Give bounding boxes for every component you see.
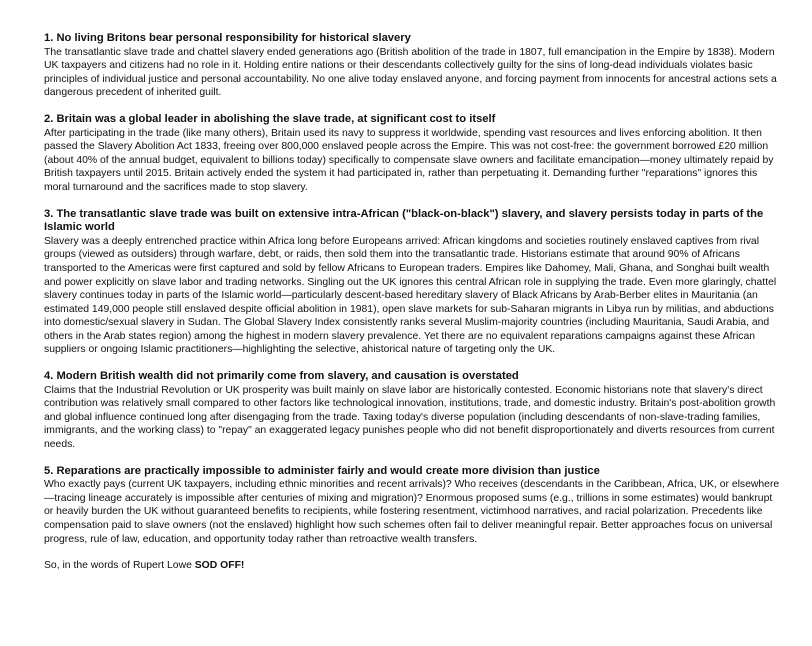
section-heading: 2. Britain was a global leader in abolishing the slave trade, at significant cost to itself <box>44 112 496 125</box>
section-5 <box>44 465 780 547</box>
closing-text: So, in the words of Rupert Lowe <box>44 560 195 572</box>
section-heading: 4. Modern British wealth did not primarily come from slavery, and causation is overstated <box>44 370 519 383</box>
section-body: The transatlantic slave trade and chattel slavery ended generations ago (British abolition of the trade in 1807, full emancipation in the Empire by 1838). Modern UK taxpayers and citizens had no role in it. Holding entire nations or their descendants collectively guilty for the sins of long-dead individuals violates basic principles of individual justice and personal accountability. No one alive today enslaved anyone, and forcing payment from innocents for ancestral actions sets a dangerous precedent of inherited guilt. <box>44 46 777 99</box>
section-body: Slavery was a deeply entrenched practice within Africa long before Europeans arrived: African kingdoms and societies routinely enslaved captives from rival groups (viewed as outsiders) through warfare, debt, or raids, then sold them into the transatlantic trade. Historians estimate that around 90% of Africans transported to the Americas were first captured and sold by fellow Africans to European traders. Empires like Dahomey, Mali, Ghana, and Songhai built wealth and power explicitly on slave labor and trading networks. Singling out the UK ignores this central African role in supplying the trade. Even more glaringly, chattel slavery continues today in parts of the Islamic world—particularly descent-based hereditary slavery of Black Africans by Arab-Berber elites in Mauritania (an estimated 149,000 people still enslaved despite official abolition in 1981), open slave markets for sub-Saharan migrants in Libya run by militias, and abductions into domestic/sexual slavery in Sudan. The Global Slavery Index consistently ranks several Muslim-majority countries (including Mauritania, Saudi Arabia, and others in the Arab states region) among the highest in modern slavery prevalence. Yet there are no equivalent reparations campaigns against these African suppliers or ongoing Islamic practitioners—highlighting the selective, ahistorical nature of targeting only the UK. <box>44 235 777 356</box>
section-heading: 3. The transatlantic slave trade was built on extensive intra-African ("black-on-black") slavery, and slavery persists today in parts of the Islamic world <box>44 207 764 234</box>
closing-line <box>44 559 780 573</box>
section-body: Claims that the Industrial Revolution or UK prosperity was built mainly on slave labor are historically contested. Economic historians note that slavery's direct contribution was relatively small compared to other factors like technological innovation, institutions, trade, and domestic industry. Britain's post-abolition growth and global influence continued long after disengaging from the trade. Taxing today's diverse population (including descendants of non-slave-trading families, immigrants, and the working class) to "repay" an exaggerated legacy punishes people who did not benefit disproportionately and diverts resources from current needs. <box>44 384 776 451</box>
section-body: Who exactly pays (current UK taxpayers, including ethnic minorities and recent arrivals)? Who receives (descendants in the Caribbean, Africa, UK, or elsewhere—tracing lineage accurately is impossible after centuries of mixing and migration)? Enormous proposed sums (e.g., trillions in some estimates) would bankrupt or heavily burden the UK without guaranteed benefits to recipients, while fostering resentment, victimhood narratives, and racial polarization. Precedents like compensation paid to slave owners (not the enslaved) highlight how such schemes often fail to deliver meaningful repair. Better approaches focus on universal progress, rule of law, education, and opportunity today rather than retroactive wealth transfers. <box>44 479 780 545</box>
section-1 <box>44 32 780 100</box>
section-4 <box>44 370 780 452</box>
section-2 <box>44 113 780 195</box>
section-3 <box>44 208 780 358</box>
section-body: After participating in the trade (like many others), Britain used its navy to suppress it worldwide, spending vast resources and lives enforcing abolition. It then passed the Slavery Abolition Act 1833, freeing over 800,000 enslaved people across the Empire. This was not cost-free: the government borrowed £20 million (about 40% of the annual budget, equivalent to billions today) specifically to compensate slave owners and facilitate emancipation—money ultimately repaid by British taxpayers until 2015. Britain actively ended the system it had participated in, rather than perpetuating it. Demanding further "reparations" ignores this moral turnaround and the sacrifices made to stop slavery. <box>44 127 774 193</box>
document <box>44 32 780 573</box>
section-heading: 1. No living Britons bear personal responsibility for historical slavery <box>44 32 411 44</box>
section-heading: 5. Reparations are practically impossible to administer fairly and would create more division than justice <box>44 464 600 477</box>
closing-emphasis: SOD OFF! <box>194 560 245 572</box>
